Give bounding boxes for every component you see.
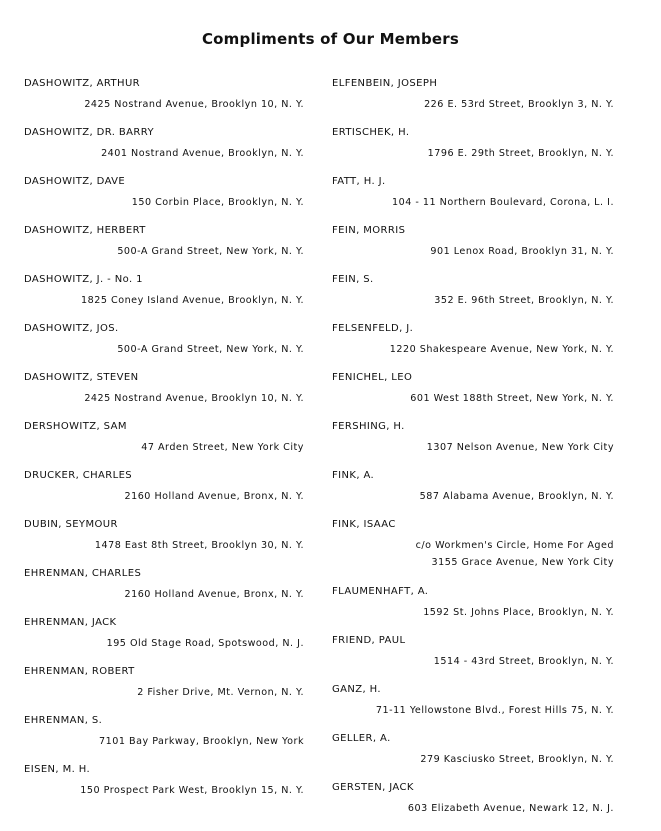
member-address: 2160 Holland Avenue, Bronx, N. Y. — [124, 589, 304, 600]
member-entry — [24, 78, 314, 127]
member-name: FLAUMENHAFT, A. — [332, 586, 429, 597]
members-column-right — [332, 78, 632, 831]
member-name: FELSENFELD, J. — [332, 323, 414, 334]
member-name: GANZ, H. — [332, 684, 382, 695]
member-name: FINK, ISAAC — [332, 519, 396, 530]
member-entry — [24, 421, 314, 470]
member-address: 1825 Coney Island Avenue, Brooklyn, N. Y. — [81, 295, 304, 306]
member-name: EHRENMAN, S. — [24, 715, 103, 726]
member-entry — [24, 372, 314, 421]
member-name: DASHOWITZ, JOS. — [24, 323, 119, 334]
member-entry — [332, 78, 632, 127]
member-address: 601 West 188th Street, New York, N. Y. — [410, 393, 614, 404]
member-name: EHRENMAN, CHARLES — [24, 568, 142, 579]
page-title: Compliments of Our Members — [201, 30, 460, 48]
member-name: DASHOWITZ, DAVE — [24, 176, 126, 187]
member-address: 1307 Nelson Avenue, New York City — [426, 442, 614, 453]
member-name: DRUCKER, CHARLES — [24, 470, 133, 481]
member-address: 104 - 11 Northern Boulevard, Corona, L. I. — [392, 197, 614, 208]
members-column-left — [24, 78, 314, 813]
member-address: 2160 Holland Avenue, Bronx, N. Y. — [124, 491, 304, 502]
member-address: 1796 E. 29th Street, Brooklyn, N. Y. — [427, 148, 614, 159]
member-address: 150 Corbin Place, Brooklyn, N. Y. — [131, 197, 304, 208]
member-name: ELFENBEIN, JOSEPH — [332, 78, 438, 89]
member-address: 226 E. 53rd Street, Brooklyn 3, N. Y. — [424, 99, 614, 110]
member-address: 1478 East 8th Street, Brooklyn 30, N. Y. — [94, 540, 304, 551]
member-address: 352 E. 96th Street, Brooklyn, N. Y. — [434, 295, 614, 306]
member-entry — [24, 519, 314, 568]
member-entry — [24, 225, 314, 274]
member-entry — [332, 127, 632, 176]
member-name: FATT, H. J. — [332, 176, 386, 187]
member-entry — [24, 176, 314, 225]
member-entry — [332, 684, 632, 733]
member-entry — [332, 470, 632, 519]
member-entry — [24, 715, 314, 764]
member-address: 3155 Grace Avenue, New York City — [431, 557, 614, 568]
member-name: DASHOWITZ, STEVEN — [24, 372, 139, 383]
member-address: 2425 Nostrand Avenue, Brooklyn 10, N. Y. — [84, 99, 304, 110]
member-name: DUBIN, SEYMOUR — [24, 519, 118, 530]
member-name: GELLER, A. — [332, 733, 391, 744]
member-name: DASHOWITZ, ARTHUR — [24, 78, 141, 89]
member-address: 7101 Bay Parkway, Brooklyn, New York — [99, 736, 304, 747]
member-entry — [24, 568, 314, 617]
member-entry — [24, 323, 314, 372]
member-name: DERSHOWITZ, SAM — [24, 421, 127, 432]
member-name: DASHOWITZ, HERBERT — [24, 225, 146, 236]
member-name: EHRENMAN, ROBERT — [24, 666, 135, 677]
member-name: FENICHEL, LEO — [332, 372, 413, 383]
member-address: 1592 St. Johns Place, Brooklyn, N. Y. — [423, 607, 614, 618]
member-entry — [332, 586, 632, 635]
member-entry — [332, 274, 632, 323]
member-entry — [332, 225, 632, 274]
member-entry — [332, 519, 632, 586]
member-address: 279 Kasciusko Street, Brooklyn, N. Y. — [420, 754, 614, 765]
member-name: DASHOWITZ, J. - No. 1 — [24, 274, 143, 285]
member-name: DASHOWITZ, DR. BARRY — [24, 127, 154, 138]
member-address: 195 Old Stage Road, Spotswood, N. J. — [106, 638, 304, 649]
member-address: 587 Alabama Avenue, Brooklyn, N. Y. — [419, 491, 614, 502]
member-name: GERSTEN, JACK — [332, 782, 414, 793]
member-name: FEIN, S. — [332, 274, 374, 285]
member-address: 1514 - 43rd Street, Brooklyn, N. Y. — [433, 656, 614, 667]
member-entry — [24, 666, 314, 715]
member-address: 1220 Shakespeare Avenue, New York, N. Y. — [389, 344, 614, 355]
member-entry — [332, 176, 632, 225]
member-name: EHRENMAN, JACK — [24, 617, 117, 628]
member-entry — [332, 782, 632, 831]
member-entry — [24, 127, 314, 176]
member-address: 71-11 Yellowstone Blvd., Forest Hills 75, N. Y. — [375, 705, 614, 716]
member-address: 500-A Grand Street, New York, N. Y. — [117, 344, 304, 355]
member-entry — [332, 635, 632, 684]
member-address: 500-A Grand Street, New York, N. Y. — [117, 246, 304, 257]
member-entry — [24, 274, 314, 323]
member-entry — [332, 323, 632, 372]
member-name: EISEN, M. H. — [24, 764, 91, 775]
member-entry — [332, 372, 632, 421]
member-name: FINK, A. — [332, 470, 375, 481]
member-address: 150 Prospect Park West, Brooklyn 15, N. Y. — [80, 785, 304, 796]
member-name: FEIN, MORRIS — [332, 225, 406, 236]
member-address: 2425 Nostrand Avenue, Brooklyn 10, N. Y. — [84, 393, 304, 404]
member-address: c/o Workmen's Circle, Home For Aged — [415, 540, 614, 551]
member-name: FRIEND, PAUL — [332, 635, 406, 646]
member-address: 2401 Nostrand Avenue, Brooklyn, N. Y. — [101, 148, 304, 159]
member-entry — [24, 764, 314, 813]
member-address: 47 Arden Street, New York City — [141, 442, 304, 453]
member-address: 2 Fisher Drive, Mt. Vernon, N. Y. — [137, 687, 304, 698]
member-entry — [332, 733, 632, 782]
member-name: ERTISCHEK, H. — [332, 127, 410, 138]
member-address: 603 Elizabeth Avenue, Newark 12, N. J. — [407, 803, 614, 814]
member-address: 901 Lenox Road, Brooklyn 31, N. Y. — [430, 246, 614, 257]
member-name: FERSHING, H. — [332, 421, 405, 432]
member-entry — [24, 617, 314, 666]
member-entry — [24, 470, 314, 519]
member-entry — [332, 421, 632, 470]
